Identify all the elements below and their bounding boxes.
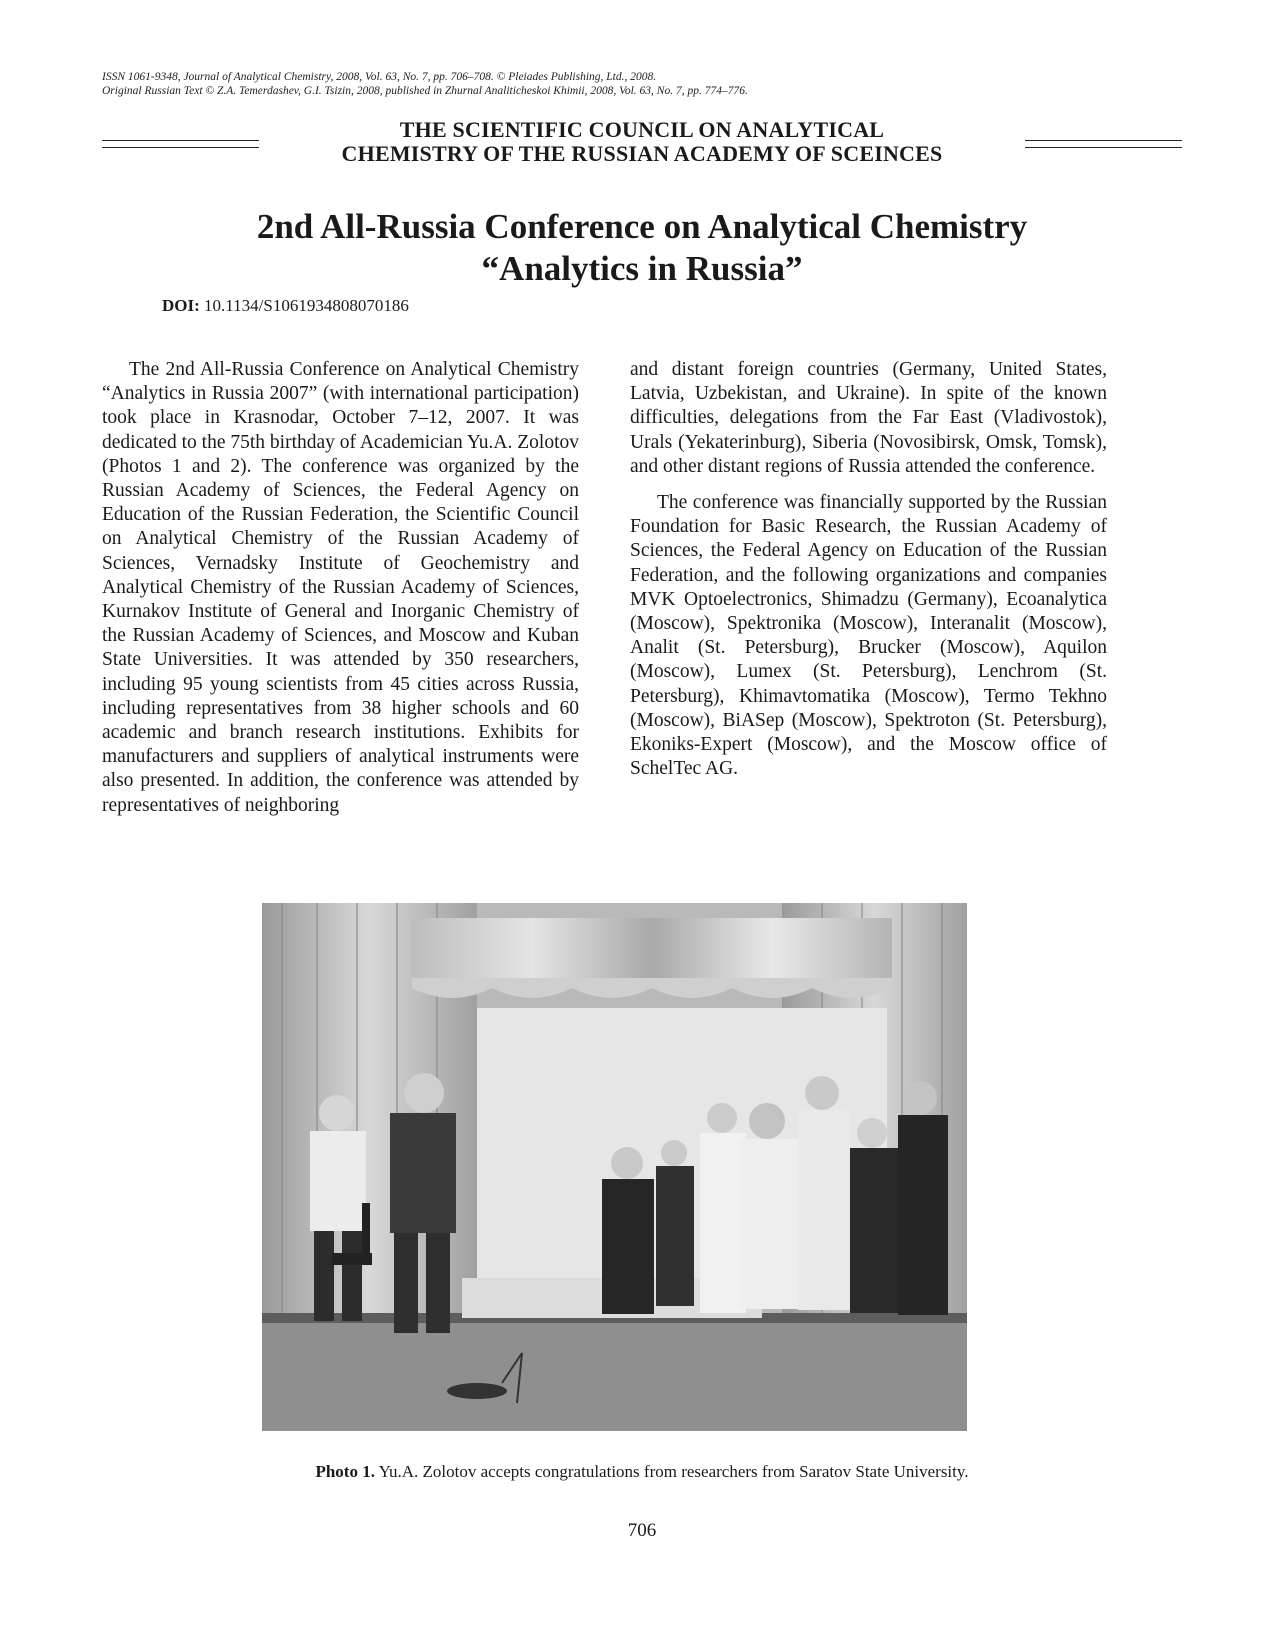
right-column — [630, 358, 1107, 781]
section-heading-line1: THE SCIENTIFIC COUNCIL ON ANALYTICAL — [399, 117, 885, 142]
left-column — [102, 358, 579, 818]
doi-value[interactable]: 10.1134/S1061934808070186 — [204, 296, 409, 315]
section-heading — [259, 118, 1025, 166]
journal-header — [102, 70, 1182, 98]
section-heading-line2: CHEMISTRY OF THE RUSSIAN ACADEMY OF SCEINCES — [341, 141, 943, 166]
banner-rule-left — [102, 140, 259, 148]
journal-citation-line: ISSN 1061-9348, Journal of Analytical Chemistry, 2008, Vol. 63, No. 7, pp. 706–708. © Pleiades Publishing, Ltd., 2008. — [102, 71, 657, 83]
paragraph-funding: The conference was financially supported by the Russian Foundation for Basic Research, the Russian Academy of Sciences, the Federal Agency on Education of the Russian Federation, and the following organizations and companies MVK Optoelectronics, Shimadzu (Germany), Ecoanalytica (Moscow), Spektronika (Moscow), Interanalit (Moscow), Analit (St. Petersburg), Brucker (Moscow), Aquilon (Moscow), Lumex (St. Petersburg), Lenchrom (St. Petersburg), Khimavtomatika (Moscow), Termo Tekhno (Moscow), BiASep (Moscow), Spektroton (St. Petersburg), Ekoniks-Expert (Moscow), and the Moscow office of SchelTec AG. — [630, 492, 1107, 780]
original-text-line: Original Russian Text © Z.A. Temerdashev, G.I. Tsizin, 2008, published in Zhurnal Analiticheskoi Khimii, 2008, Vol. 63, No. 7, pp. 774–776. — [102, 85, 748, 97]
doi-label: DOI: — [162, 296, 200, 315]
page-number: 706 — [627, 1520, 657, 1541]
article-title-line2: “Analytics in Russia” — [481, 249, 803, 288]
photo-illustration — [262, 903, 967, 1431]
banner-rule-right — [1025, 140, 1182, 148]
section-banner — [102, 118, 1182, 170]
article-title-line1: 2nd All-Russia Conference on Analytical Chemistry — [256, 207, 1028, 246]
paragraph-continued: and distant foreign countries (Germany, United States, Latvia, Uzbekistan, and Ukraine). In spite of the known difficulties, delegations from the Far East (Vladivostok), Urals (Yekaterinburg), Siberia (Novosibirsk, Omsk, Tomsk), and other distant regions of Russia attended the conference. — [630, 359, 1107, 477]
article-title — [102, 206, 1182, 290]
doi-line — [162, 296, 409, 316]
caption-label: Photo 1. — [315, 1462, 375, 1481]
caption-text: Yu.A. Zolotov accepts congratulations from researchers from Saratov State University. — [378, 1462, 969, 1481]
paragraph-intro: The 2nd All-Russia Conference on Analytical Chemistry “Analytics in Russia 2007” (with international participation) took place in Krasnodar, October 7–12, 2007. It was dedicated to the 75th birthday of Academician Yu.A. Zolotov (Photos 1 and 2). The conference was organized by the Russian Academy of Sciences, the Federal Agency on Education of the Russian Federation, the Scientific Council on Analytical Chemistry of the Russian Academy of Sciences, Vernadsky Institute of Geochemistry and Analytical Chemistry of the Russian Academy of Sciences, Kurnakov Institute of General and Inorganic Chemistry of the Russian Academy of Sciences, and Moscow and Kuban State Universities. It was attended by 350 researchers, including 95 young scientists from 45 cities across Russia, including representatives from 38 higher schools and 60 academic and branch research institutions. Exhibits for manufacturers and suppliers of analytical instruments were also presented. In addition, the conference was attended by representatives of neighboring — [102, 359, 579, 816]
photo-caption — [102, 1462, 1182, 1482]
conference-photo — [262, 903, 967, 1431]
